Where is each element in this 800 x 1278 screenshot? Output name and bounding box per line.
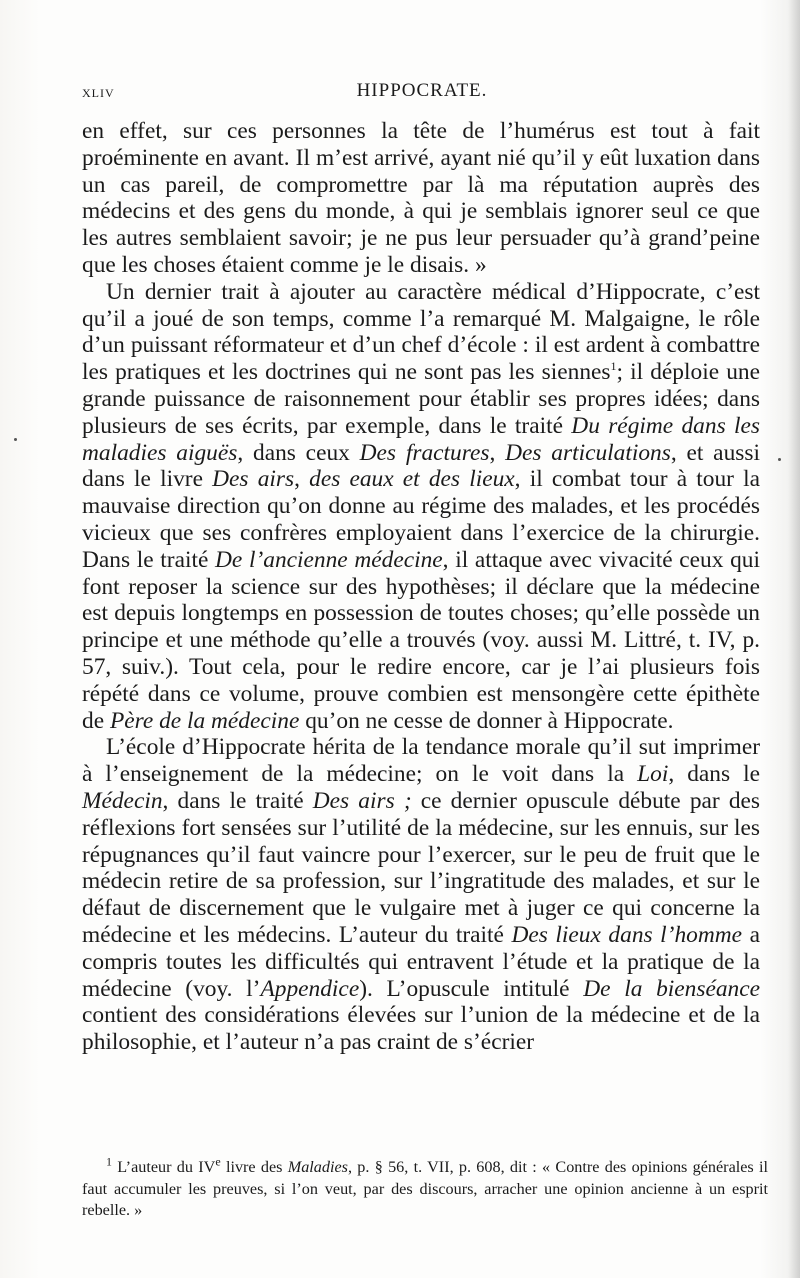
ink-speck (14, 438, 17, 441)
footnote-number: 1 (106, 1154, 112, 1169)
text-run: contient des considérations élevées sur l’union de la médecine et de la philosophie, et l’auteur n’a pas craint de s’écrier (82, 1002, 760, 1056)
text-run: qu’on ne cesse de donner à Hippocrate. (299, 707, 674, 734)
ink-speck (778, 458, 781, 461)
italic-title: Loi (637, 761, 669, 788)
footnote-1 (82, 1154, 768, 1222)
footnotes (82, 1154, 768, 1222)
text-run: ce dernier opuscule débute par des réflexions fort sensées sur l’utilité de la médecine, sur les ennuis, sur les répugnances qu’il faut vaincre pour l’exercer, sur le peu de fruit que le médecin retire de sa profession, sur l’ingratitude des malades, et sur le défaut de discernement que le vulgaire met à juger ce qui concerne la médecine et les médecins. L’auteur du traité (82, 787, 761, 948)
page-number: xliv (82, 82, 115, 101)
text-run: , dans le traité (162, 787, 313, 814)
italic-title: Des airs (212, 466, 295, 493)
text-run: , (294, 466, 310, 493)
paragraph-2 (82, 279, 760, 735)
paragraph-3 (82, 734, 760, 1056)
text-run: , il attaque avec vivacité ceux qui font reposer la science sur des hypothèses; il déclare que la médecine est depuis longtemps en possession de toutes choses; qu’elle possède un principe et une méthode qu’elle a trouvés (voy. aussi M. Littré, t. IV, p. 57, suiv.). Tout cela, pour le redire encore, car je l’ai plusieurs fois répété dans ce volume, prouve combien est mensongère cette épithète de (82, 546, 760, 734)
page-header (82, 80, 762, 106)
italic-title: De la bienséance (583, 975, 760, 1002)
text-run: L’auteur du IV (117, 1158, 216, 1176)
italic-title: Des articulations (505, 439, 671, 466)
text-run: a compris toutes les difficultés qui entravent l’étude et la pratique de la médecine (voy. l’ (82, 921, 760, 1002)
italic-title: Des fractures (359, 439, 490, 466)
text-run: ). L’opuscule intitulé (359, 975, 584, 1002)
italic-title: des eaux et des lieux (309, 466, 515, 493)
text-run: , (489, 439, 506, 466)
running-head: HIPPOCRATE. (356, 80, 488, 101)
italic-title: Du régime dans les maladies aiguës (82, 412, 760, 466)
page-edge-shadow (788, 0, 800, 1278)
footnote-reference: 1 (610, 359, 617, 374)
italic-title: Maladies (287, 1158, 348, 1176)
text-run: ; il déploie une grande puissance de raisonnement pour établir ses propres idées; dans plusieurs de ses écrits, par exemple, dans le traité (82, 359, 760, 439)
italic-title: De l’ancienne médecine (215, 546, 443, 573)
text-run: , dans le (668, 761, 760, 788)
text-run: , il combat tour à tour la mauvaise direction qu’on donne au régime des malades, et les procédés vicieux que ses confrères employaient dans l’exercice de la chirurgie. Dans le traité (82, 466, 761, 573)
italic-title: Appendice (260, 975, 360, 1002)
main-text (82, 118, 760, 1056)
superscript: e (215, 1154, 221, 1169)
paragraph-1 (82, 118, 760, 279)
italic-title: Des airs ; (312, 787, 412, 814)
text-run: livre des (220, 1158, 288, 1176)
text-run: , p. § 56, t. VII, p. 608, dit : « Contre des opinions générales il faut accumuler les preuves, si l’on veut, par des discours, arracher une opinion ancienne à un esprit rebelle. » (82, 1158, 768, 1219)
paragraph-1-text: en effet, sur ces personnes la tête de l’humérus est tout à fait proéminente en avant. Il m’est arrivé, ayant nié qu’il y eût luxation dans un cas pareil, de compromettre par là ma réputation auprès des médecins et des gens du monde, à qui je semblais ignorer seul ce que les autres semblaient savoir; je ne pus leur persuader qu’à grand’peine que les choses étaient comme je le disais. » (82, 118, 760, 278)
italic-title: Médecin (82, 787, 163, 814)
text-run: , dans ceux (237, 439, 360, 466)
text-run: L’école d’Hippocrate hérita de la tendance morale qu’il sut imprimer à l’enseignement de la médecine; on le voit dans la (82, 734, 760, 788)
text-run: Un dernier trait à ajouter au caractère médical d’Hippocrate, c’est qu’il a joué de son temps, comme l’a remarqué M. Malgaigne, le rôle d’un puissant réformateur et d’un chef d’école : il est ardent à combattre les pratiques et les doctrines qui ne sont pas les siennes (82, 278, 760, 386)
text-run: , et aussi dans le livre (82, 439, 760, 493)
italic-title: Père de la médecine (109, 707, 300, 734)
italic-title: Des lieux dans l’homme (511, 921, 743, 948)
